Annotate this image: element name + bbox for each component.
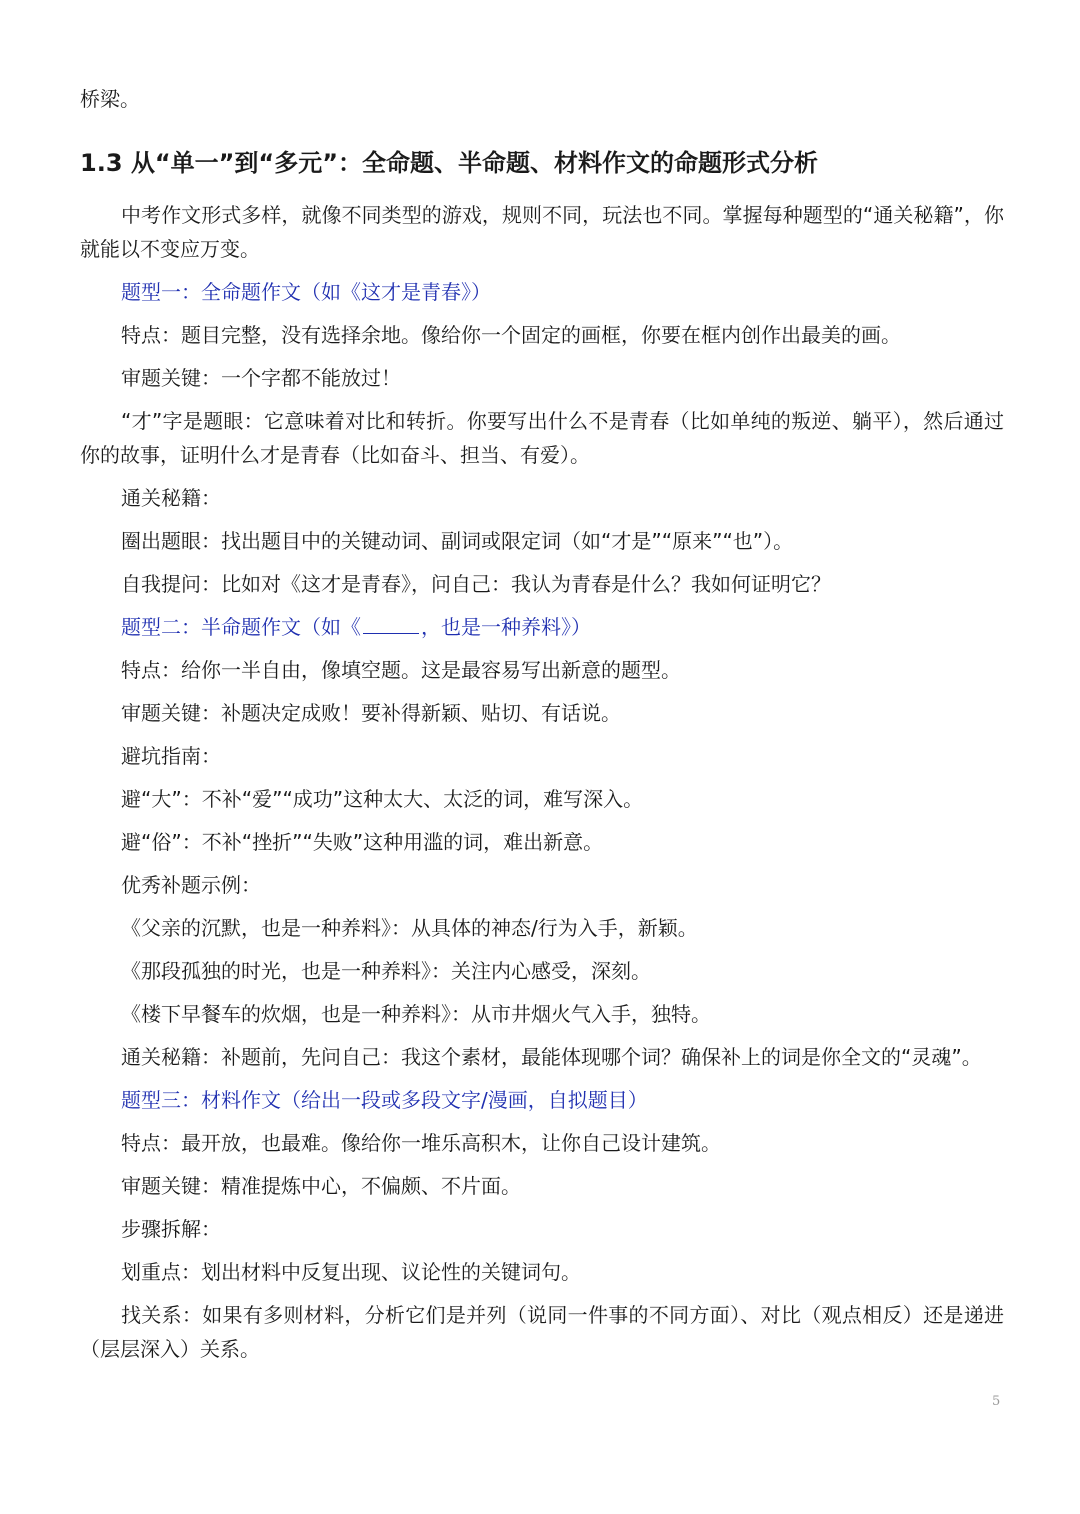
type2-title-before: 题型二：半命题作文（如《 — [121, 615, 361, 639]
section-body — [80, 198, 1004, 1375]
type1-title: 题型一：全命题作文（如《这才是青春》） — [121, 280, 491, 304]
fill-blank — [363, 613, 419, 634]
type1-tip-2: 自我提问：比如对《这才是青春》，问自己：我认为青春是什么？我如何证明它？ — [121, 572, 831, 596]
type3-step-2: 找关系：如果有多则材料，分析它们是并列（说同一件事的不同方面）、对比（观点相反）还是递进（层层深入）关系。 — [80, 1303, 1004, 1361]
type3-key: 审题关键：精准提炼中心，不偏颇、不片面。 — [121, 1174, 521, 1198]
type2-key: 审题关键：补题决定成败！要补得新颖、贴切、有话说。 — [121, 701, 621, 725]
type2-guide-label: 避坑指南： — [121, 744, 221, 768]
type3-step-1: 划重点：划出材料中反复出现、议论性的关键词句。 — [121, 1260, 581, 1284]
section-heading: 1.3 从“单一”到“多元”：全命题、半命题、材料作文的命题形式分析 — [80, 149, 818, 177]
type1-tips-label: 通关秘籍： — [121, 486, 221, 510]
type2-example-3: 《楼下早餐车的炊烟，也是一种养料》：从市井烟火气入手，独特。 — [121, 1002, 711, 1026]
type2-guide-1: 避“大”：不补“爱”“成功”这种太大、太泛的词，难写深入。 — [121, 787, 644, 811]
type2-example-1: 《父亲的沉默，也是一种养料》：从具体的神态/行为入手，新颖。 — [121, 916, 698, 940]
type1-feature: 特点：题目完整，没有选择余地。像给你一个固定的画框，你要在框内创作出最美的画。 — [121, 323, 901, 347]
type3-steps-label: 步骤拆解： — [121, 1217, 221, 1241]
type2-guide-2: 避“俗”：不补“挫折”“失败”这种用滥的词，难出新意。 — [121, 830, 604, 854]
type2-title-after: ，也是一种养料》） — [421, 615, 591, 639]
page-number: 5 — [992, 1394, 1001, 1409]
intro-paragraph: 中考作文形式多样，就像不同类型的游戏，规则不同，玩法也不同。掌握每种题型的“通关秘籍”，你就能以不变应万变。 — [80, 203, 1004, 261]
carry-over-text: 桥梁。 — [80, 87, 140, 111]
type2-title — [80, 610, 1004, 644]
type3-title: 题型三：材料作文（给出一段或多段文字/漫画，自拟题目） — [121, 1088, 648, 1112]
type1-key: 审题关键：一个字都不能放过！ — [121, 366, 401, 390]
type2-tips: 通关秘籍：补题前，先问自己：我这个素材，最能体现哪个词？确保补上的词是你全文的“灵魂”。 — [121, 1045, 982, 1069]
type1-tip-1: 圈出题眼：找出题目中的关键动词、副词或限定词（如“才是”“原来”“也”）。 — [121, 529, 794, 553]
type2-feature: 特点：给你一半自由，像填空题。这是最容易写出新意的题型。 — [121, 658, 681, 682]
type2-example-2: 《那段孤独的时光，也是一种养料》：关注内心感受，深刻。 — [121, 959, 651, 983]
type1-note: “才”字是题眼：它意味着对比和转折。你要写出什么不是青春（比如单纯的叛逆、躺平），然后通过你的故事，证明什么才是青春（比如奋斗、担当、有爱）。 — [80, 409, 1004, 467]
type3-feature: 特点：最开放，也最难。像给你一堆乐高积木，让你自己设计建筑。 — [121, 1131, 721, 1155]
type2-examples-label: 优秀补题示例： — [121, 873, 261, 897]
